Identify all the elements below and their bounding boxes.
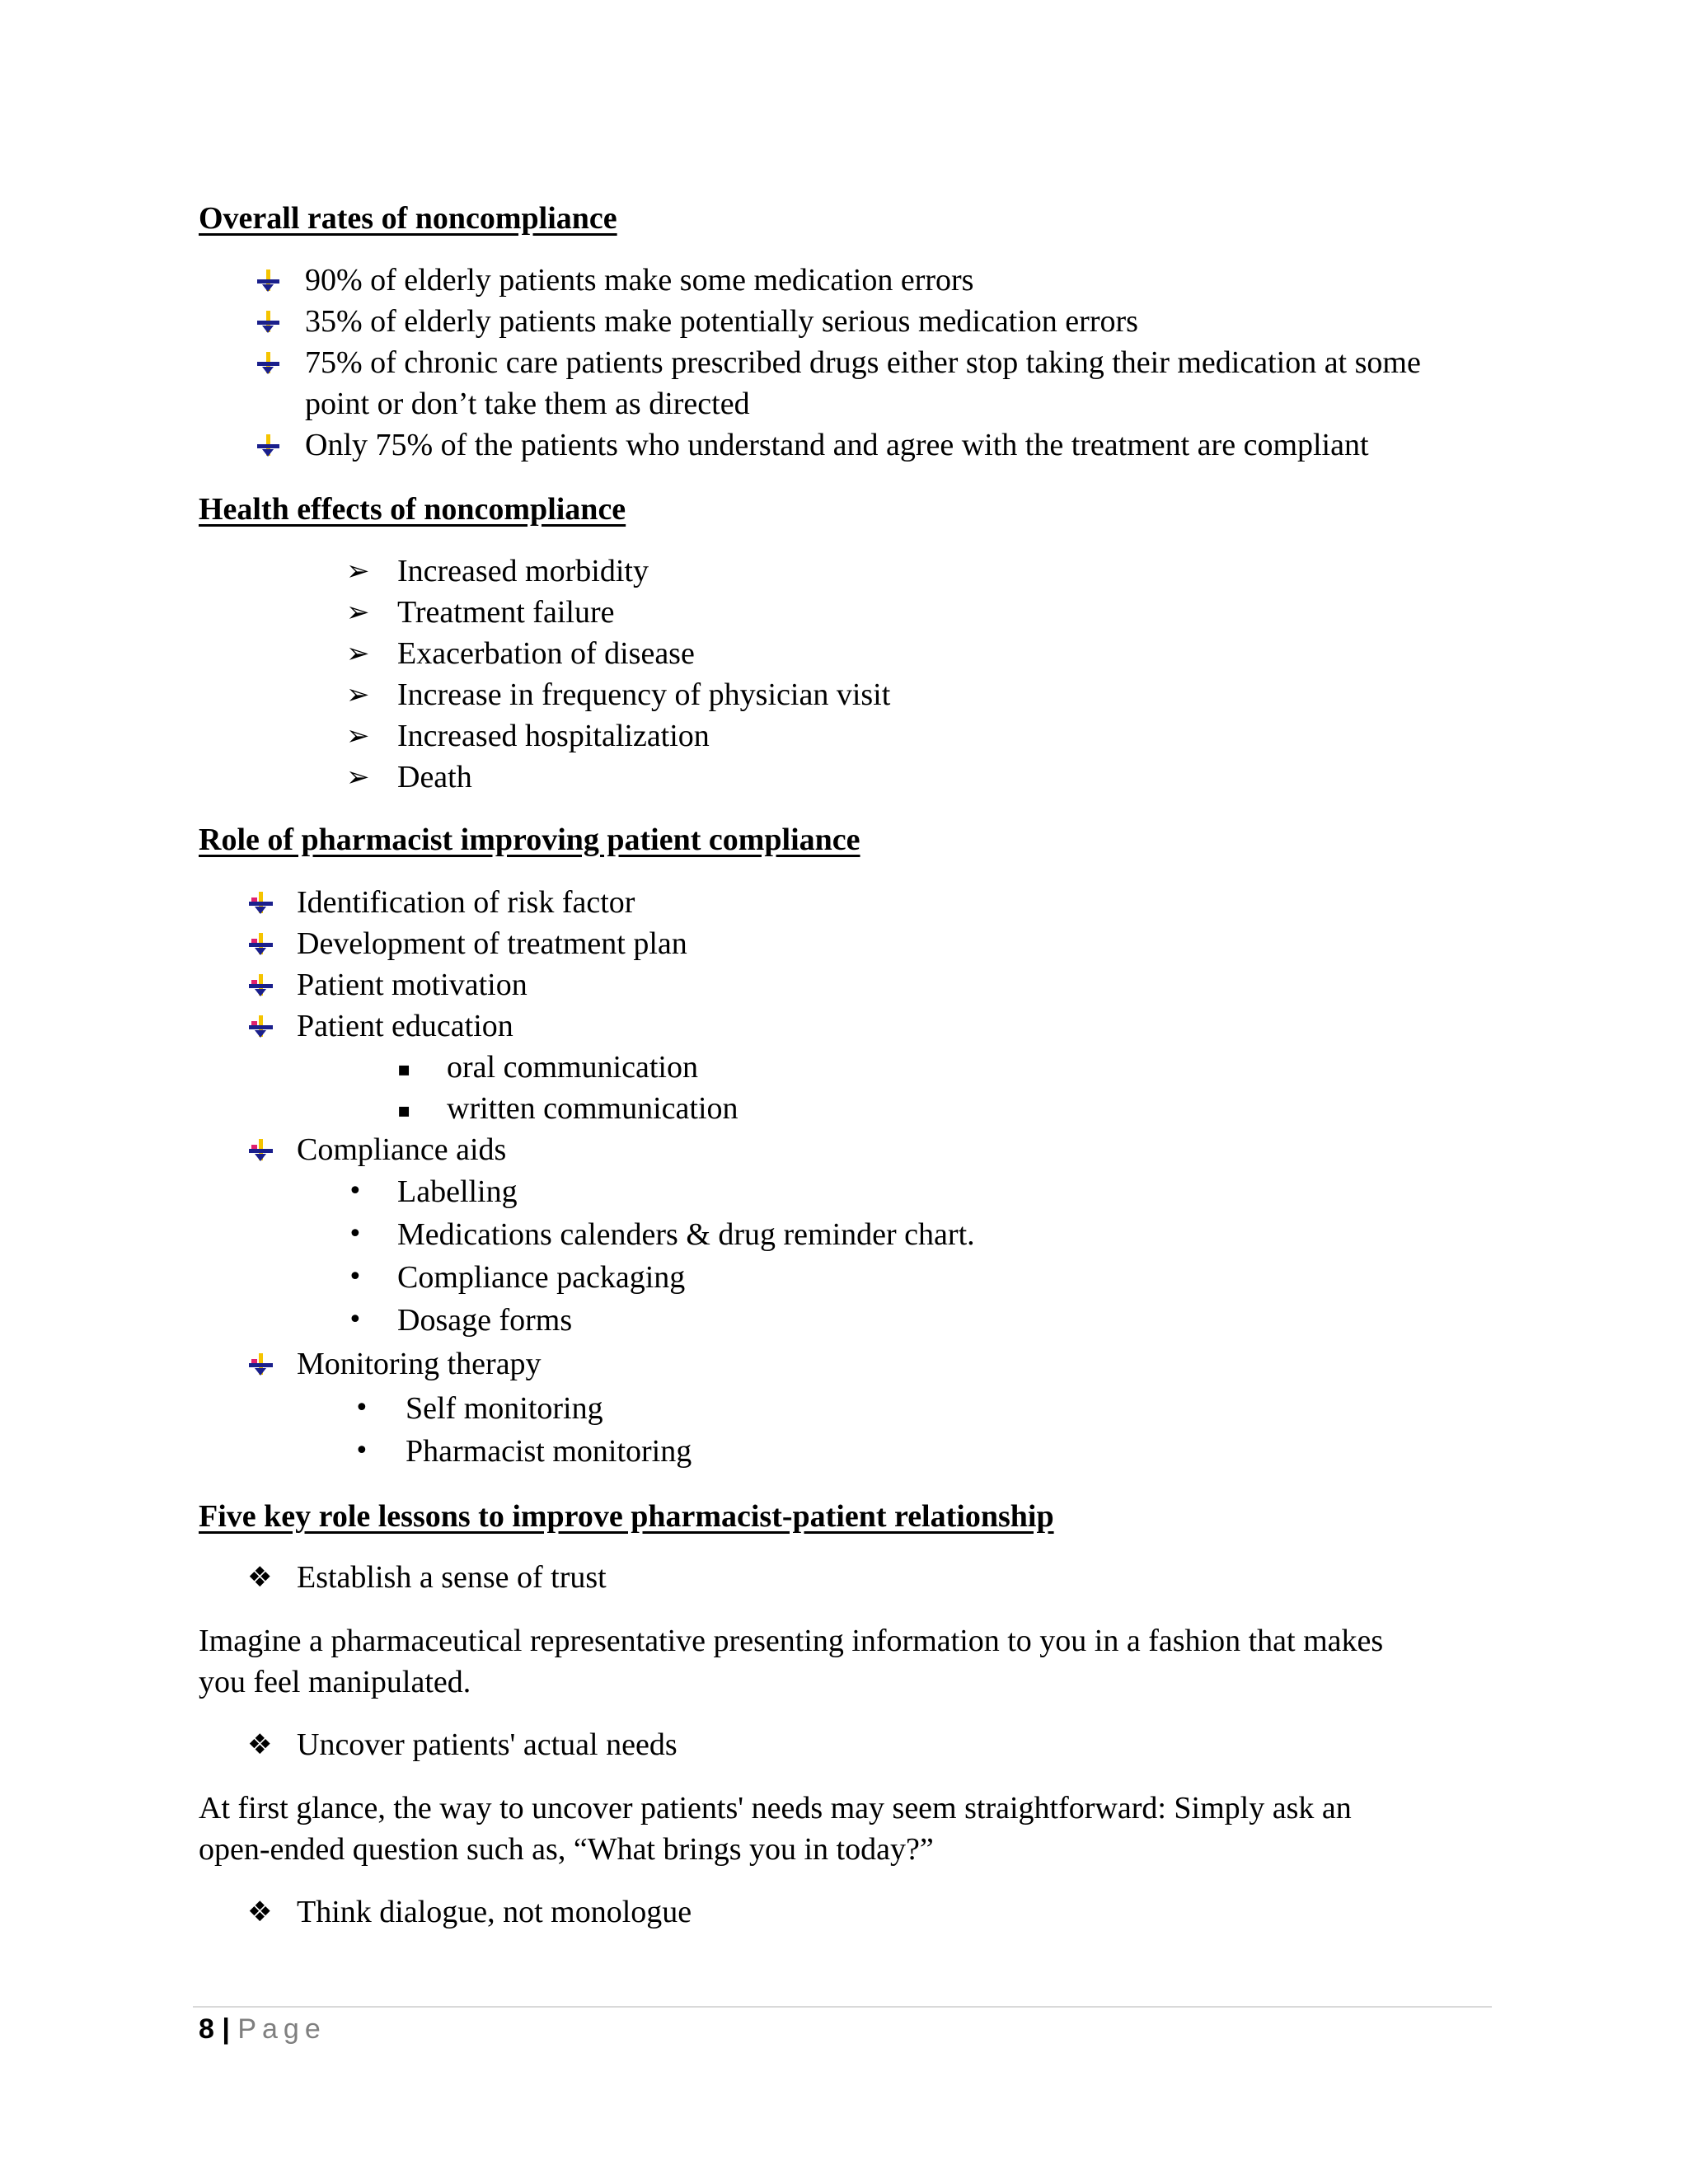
paragraph: Imagine a pharmaceutical representative presenting information to you in a fashion that makes you feel manipulated. xyxy=(199,1624,1384,1699)
plus-arrow-bullet-icon xyxy=(247,1353,274,1376)
heading-health-effects: Health effects of noncompliance xyxy=(199,492,626,527)
list-item: Monitoring therapy xyxy=(247,1343,542,1385)
list-item: ➢ Increase in frequency of physician visit xyxy=(346,674,890,715)
monitoring-list xyxy=(247,1343,542,1385)
list-item: Development of treatment plan xyxy=(247,923,738,964)
footer-rule xyxy=(193,2006,1492,2008)
page-number: 8 xyxy=(199,2013,214,2045)
list-item: ➢ Exacerbation of disease xyxy=(346,633,890,674)
heading-role-of-pharmacist: Role of pharmacist improving patient compliance xyxy=(199,823,860,857)
lesson-item: ❖ Establish a sense of trust xyxy=(247,1557,607,1598)
arrow-bullet-icon: ➢ xyxy=(346,596,370,629)
role-list xyxy=(247,882,738,1170)
sub-list-item: • Self monitoring xyxy=(247,1387,692,1430)
arrow-bullet-icon: ➢ xyxy=(346,761,370,794)
sub-list-item: • Labelling xyxy=(247,1170,975,1213)
page-footer xyxy=(199,2012,326,2046)
plus-arrow-bullet-icon xyxy=(256,269,280,293)
lesson-item: ❖ Think dialogue, not monologue xyxy=(247,1891,692,1933)
dot-bullet-icon: • xyxy=(348,1177,363,1206)
heading-overall-rates: Overall rates of noncompliance xyxy=(199,201,617,236)
list-item-continuation: point or don’t take them as directed xyxy=(305,387,750,421)
list-item: Identification of risk factor xyxy=(247,882,738,923)
square-bullet-icon: ▪ xyxy=(397,1057,411,1080)
plus-arrow-bullet-icon xyxy=(256,311,280,334)
plus-arrow-bullet-icon xyxy=(247,892,274,915)
list-item: ➢ Increased hospitalization xyxy=(346,715,890,757)
arrow-bullet-icon: ➢ xyxy=(346,637,370,670)
list-item: 90% of elderly patients make some medication errors xyxy=(256,260,1421,301)
dot-bullet-icon: • xyxy=(348,1220,363,1249)
list-item: ➢ Treatment failure xyxy=(346,592,890,633)
paragraph: At first glance, the way to uncover patients' needs may seem straightforward: Simply ask an open-ended question such as, “What brings you in today?” xyxy=(199,1791,1352,1867)
monitoring-sub-list xyxy=(247,1387,692,1473)
plus-arrow-bullet-icon xyxy=(256,352,280,375)
sub-list-item: ▪ oral communication xyxy=(247,1047,738,1088)
heading-five-key-lessons: Five key role lessons to improve pharmacist-patient relationship xyxy=(199,1499,1054,1534)
diamond-bullet-icon: ❖ xyxy=(247,1561,273,1594)
arrow-bullet-icon: ➢ xyxy=(346,719,370,752)
health-effects-list xyxy=(346,551,890,798)
plus-arrow-bullet-icon xyxy=(256,434,280,457)
sub-list-item: ▪ written communication xyxy=(247,1088,738,1129)
list-item: Patient education xyxy=(247,1005,738,1047)
sub-list-item: • Medications calenders & drug reminder chart. xyxy=(247,1213,975,1256)
overall-rates-list xyxy=(256,260,1421,466)
sub-list-item: • Dosage forms xyxy=(247,1299,975,1342)
diamond-bullet-icon: ❖ xyxy=(247,1896,273,1929)
plus-arrow-bullet-icon xyxy=(247,1015,274,1038)
arrow-bullet-icon: ➢ xyxy=(346,555,370,588)
list-item: Compliance aids xyxy=(247,1129,738,1170)
plus-arrow-bullet-icon xyxy=(247,1139,274,1162)
diamond-bullet-icon: ❖ xyxy=(247,1728,273,1761)
lesson-item: ❖ Uncover patients' actual needs xyxy=(247,1724,678,1765)
list-item: 35% of elderly patients make potentially serious medication errors xyxy=(256,301,1421,342)
list-item: Patient motivation xyxy=(247,964,738,1005)
list-item: ➢ Death xyxy=(346,757,890,798)
sub-list-item: • Compliance packaging xyxy=(247,1256,975,1299)
square-bullet-icon: ▪ xyxy=(397,1099,411,1122)
list-item: Only 75% of the patients who understand and agree with the treatment are compliant xyxy=(256,424,1421,466)
list-item: ➢ Increased morbidity xyxy=(346,551,890,592)
compliance-aids-list xyxy=(247,1170,975,1342)
sub-list-item: • Pharmacist monitoring xyxy=(247,1430,692,1473)
dot-bullet-icon: • xyxy=(348,1263,363,1291)
plus-arrow-bullet-icon xyxy=(247,933,274,956)
dot-bullet-icon: • xyxy=(348,1305,363,1334)
dot-bullet-icon: • xyxy=(354,1436,369,1465)
page-word: Page xyxy=(237,2013,326,2045)
dot-bullet-icon: • xyxy=(354,1394,369,1422)
arrow-bullet-icon: ➢ xyxy=(346,678,370,711)
plus-arrow-bullet-icon xyxy=(247,974,274,997)
list-item: 75% of chronic care patients prescribed drugs either stop taking their medication at some xyxy=(256,342,1421,383)
footer-separator: | xyxy=(213,2013,238,2045)
